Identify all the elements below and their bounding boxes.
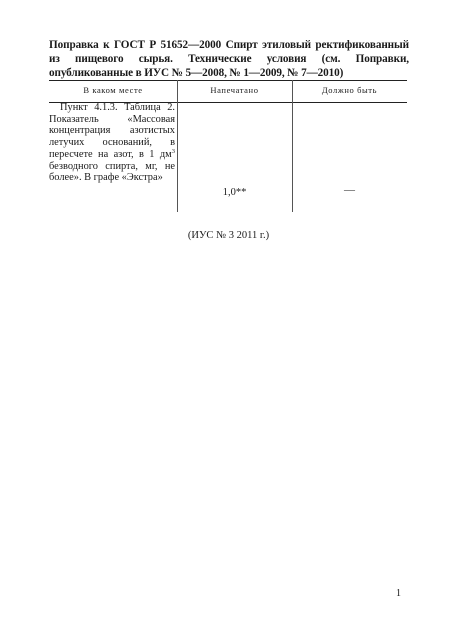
amendment-table xyxy=(49,80,407,198)
page-number: 1 xyxy=(396,588,401,599)
place-text: Пункт 4.1.3. Таблица 2. Показатель «Массовая концентрация азотистых летучих оснований, в пересчете на азот, в 1 дм xyxy=(49,102,175,160)
header-should-be: Должно быть xyxy=(321,85,378,95)
place-text-continued: безводного спирта, мг, не более». В графе «Экстра» xyxy=(49,160,175,184)
table-cell-place xyxy=(49,102,175,184)
place-superscript: 3 xyxy=(171,147,175,155)
table-header-row xyxy=(49,80,407,103)
amendment-title: Поправка к ГОСТ Р 51652—2000 Спирт этиловый ректификованный из пищевого сырья. Технические условия (см. Поправки, опубликованные в ИУС № 5—2008, № 1—2009, № 7—2010) xyxy=(49,39,409,79)
header-place: В каком месте xyxy=(83,85,143,95)
table-cell-printed: 1,0** xyxy=(222,187,247,198)
source-reference: (ИУС № 3 2011 г.) xyxy=(187,230,270,241)
table-cell-should-be: — xyxy=(344,184,355,196)
header-printed: Напечатано xyxy=(210,85,259,95)
